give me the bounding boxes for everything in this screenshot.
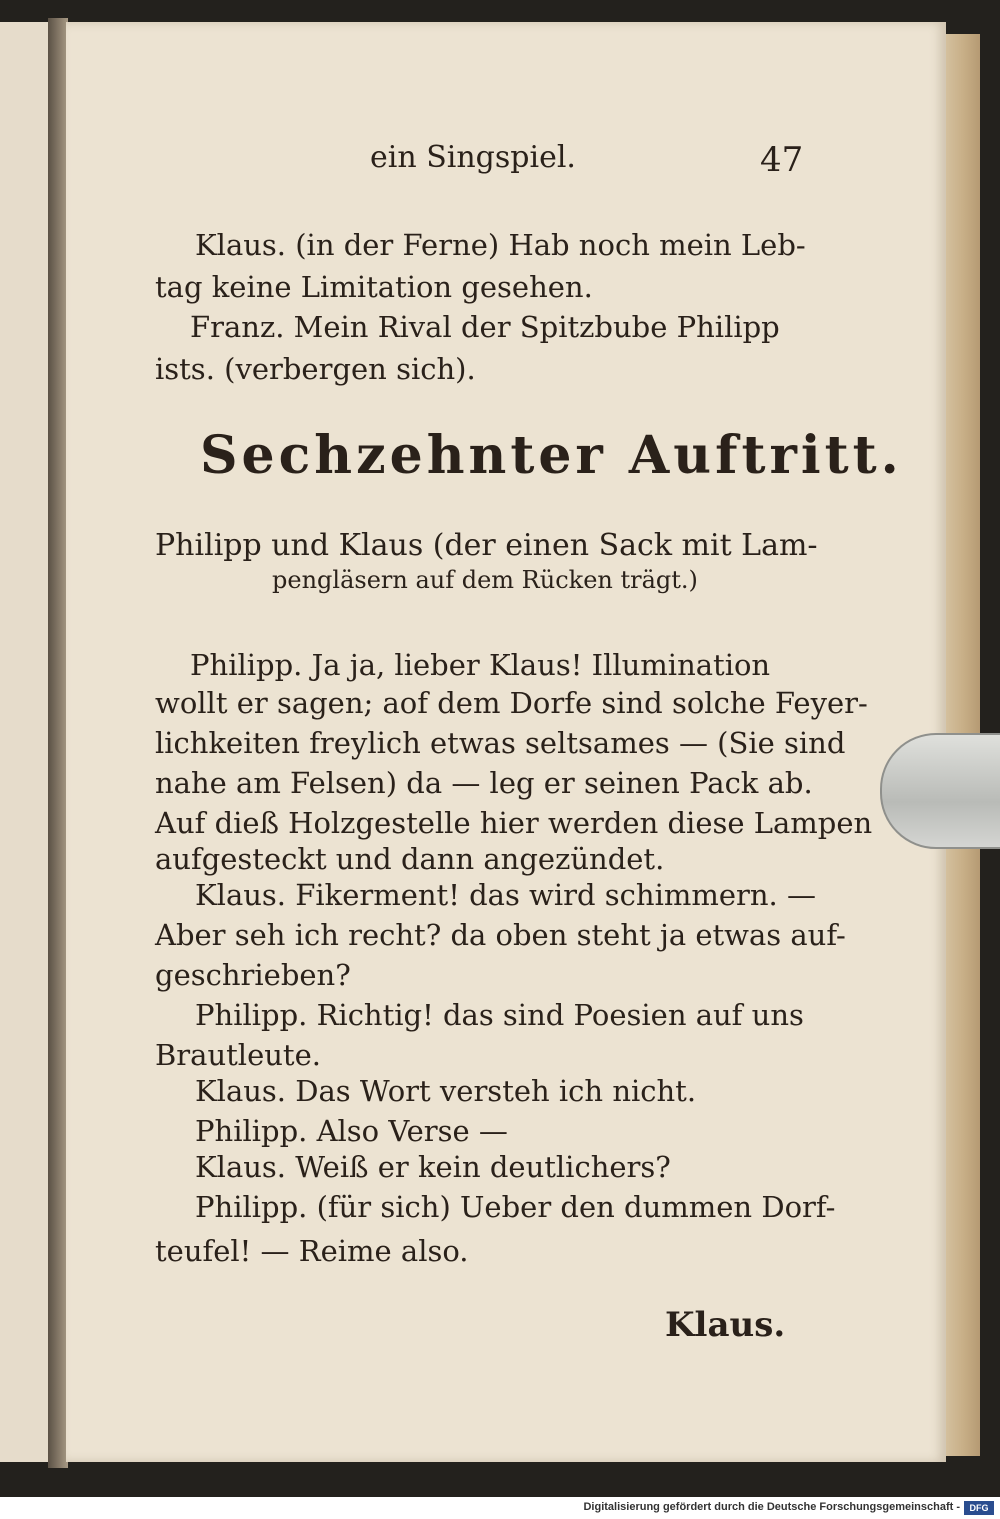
dialogue-line: Klaus. Das Wort versteh ich nicht. [195,1074,697,1108]
dialogue-line: Brautleute. [155,1038,321,1072]
page-clip [880,733,1000,849]
cast-line: pengläsern auf dem Rücken trägt.) [272,566,698,594]
dialogue-line: Philipp. Also Verse — [195,1114,508,1148]
scene-heading: Sechzehnter Auftritt. [200,425,903,486]
footer-credit: Digitalisierung gefördert durch die Deutsche Forschungsgemeinschaft - [583,1501,960,1513]
dialogue-line: aufgesteckt und dann angezündet. [155,842,665,876]
previous-page-edge [0,22,53,1462]
catchword: Klaus. [665,1305,786,1345]
running-head: ein Singspiel. [370,140,576,175]
text-line: Klaus. (in der Ferne) Hab noch mein Leb- [195,228,806,262]
dfg-logo-icon: DFG [964,1501,994,1515]
dialogue-line: wollt er sagen; aof dem Dorfe sind solche Feyer- [155,686,868,720]
dialogue-line: Klaus. Fikerment! das wird schimmern. — [195,878,816,912]
text-line: tag keine Limitation gesehen. [155,270,593,304]
dialogue-line: Philipp. (für sich) Ueber den dummen Dorf- [195,1190,836,1224]
page-number: 47 [760,140,804,180]
book-gutter [48,18,68,1468]
footer-bar [0,1497,1000,1519]
dialogue-line: Klaus. Weiß er kein deutlichers? [195,1150,671,1184]
dialogue-line: Aber seh ich recht? da oben steht ja etwas auf- [155,918,846,952]
cast-line: Philipp und Klaus (der einen Sack mit Lam- [155,528,818,563]
dialogue-line: geschrieben? [155,958,351,992]
dialogue-line: Philipp. Richtig! das sind Poesien auf uns [195,998,804,1032]
dialogue-line: Philipp. Ja ja, lieber Klaus! Illumination [190,648,771,682]
dialogue-line: Auf dieß Holzgestelle hier werden diese Lampen [155,806,873,840]
text-line: ists. (verbergen sich). [155,352,476,386]
text-line: Franz. Mein Rival der Spitzbube Philipp [190,310,780,344]
dialogue-line: lichkeiten freylich etwas seltsames — (Sie sind [155,726,846,760]
dialogue-line: teufel! — Reime also. [155,1234,469,1268]
dialogue-line: nahe am Felsen) da — leg er seinen Pack ab. [155,766,813,800]
